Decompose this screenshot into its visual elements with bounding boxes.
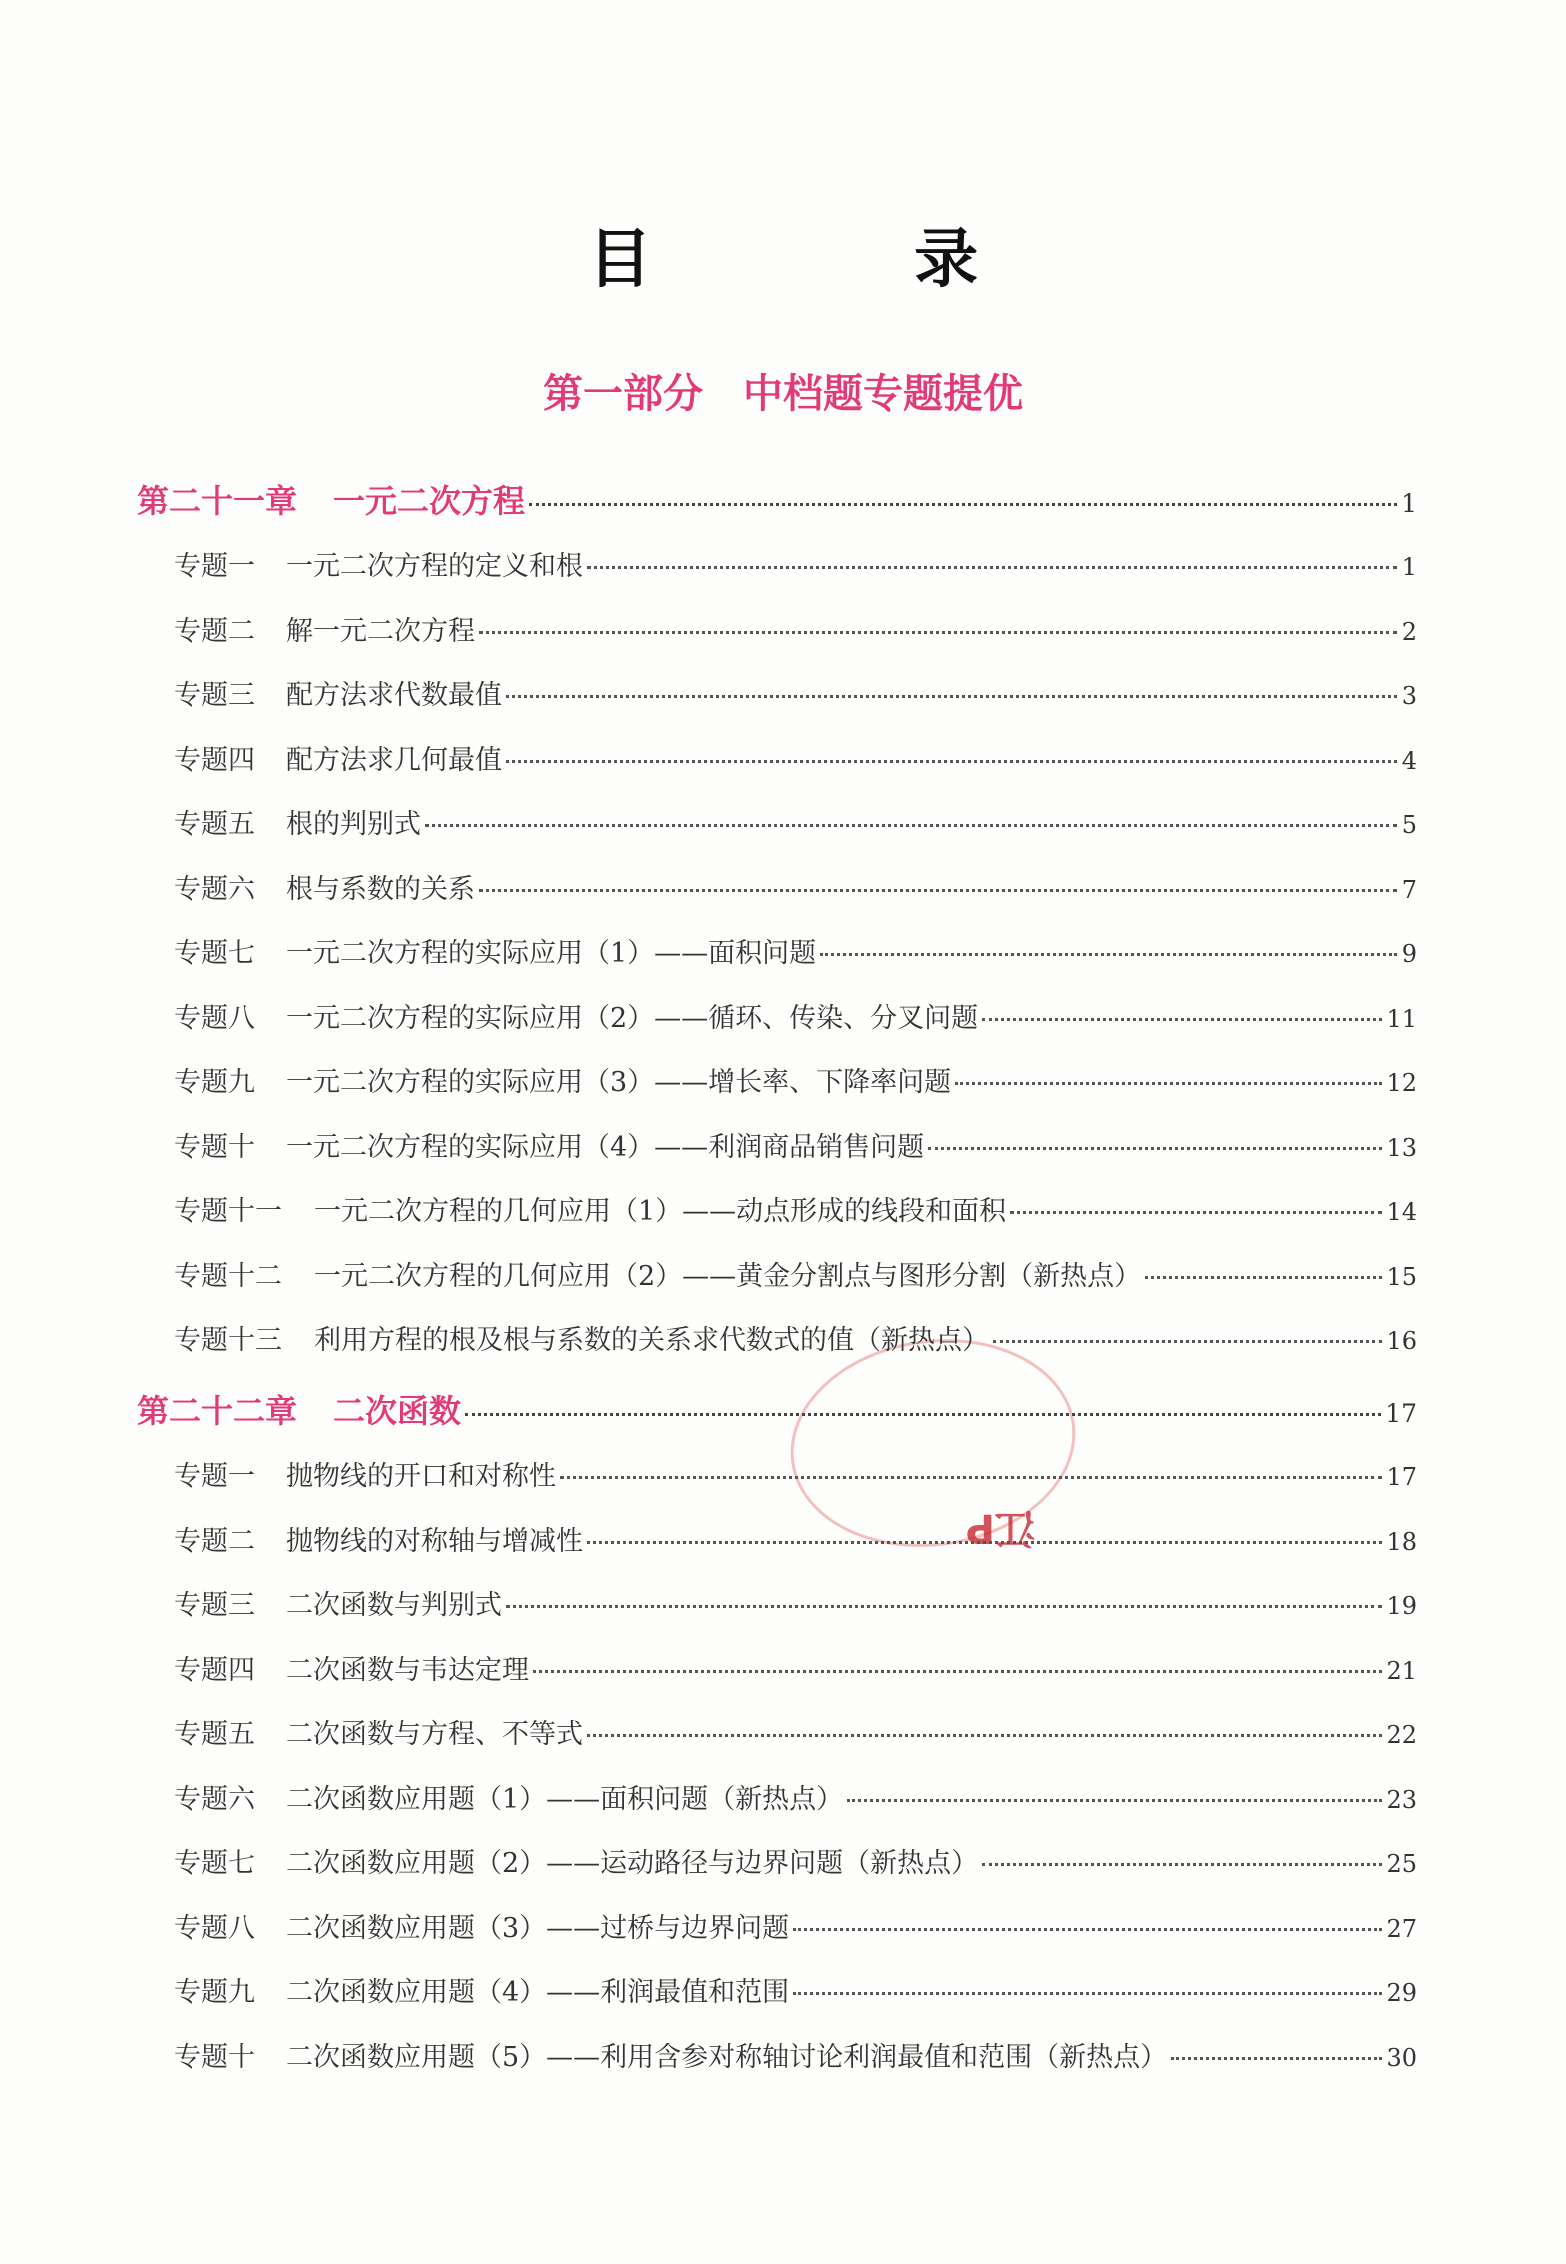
chapter-title: 二次函数: [333, 1392, 462, 1430]
dot-leader: [793, 1992, 1382, 1995]
topic-entry: [174, 1254, 1417, 1294]
page-number: 18: [1386, 1527, 1417, 1556]
topic-entry: [174, 673, 1417, 713]
topic-number: 专题四: [174, 1654, 255, 1686]
page-number: 11: [1386, 1004, 1417, 1033]
topic-entry: [174, 1454, 1417, 1494]
page-number: 3: [1401, 682, 1417, 710]
topic-number: 专题十三: [174, 1325, 282, 1356]
dot-leader: [533, 1670, 1382, 1673]
topic-title: 一元二次方程的实际应用（4）——利润商品销售问题: [286, 1131, 925, 1163]
page-number: 25: [1386, 1850, 1417, 1878]
page-number: 7: [1401, 875, 1417, 904]
part-name: 中档题专题提优: [743, 370, 1023, 417]
topic-entry: [174, 1125, 1417, 1165]
page-number: 14: [1386, 1198, 1417, 1226]
topic-title: 二次函数与方程、不等式: [286, 1719, 583, 1750]
dot-leader: [529, 503, 1397, 506]
topic-entry: [174, 1777, 1417, 1817]
chapter-entry: [137, 1386, 1417, 1430]
dot-leader: [479, 631, 1397, 634]
topic-number: 专题七: [174, 1848, 255, 1879]
page-number: 23: [1386, 1785, 1417, 1814]
dot-leader: [955, 1082, 1382, 1085]
page-title: 目 录: [587, 222, 1099, 297]
topic-number: 专题九: [174, 1977, 255, 2008]
topic-entry: [174, 1318, 1417, 1358]
topic-entry: [174, 1505, 1417, 1559]
topic-entry: [174, 931, 1417, 971]
topic-entry: [174, 802, 1417, 842]
page-number: 17: [1385, 1399, 1417, 1428]
dot-leader: [587, 1734, 1382, 1737]
topic-title: 抛物线的开口和对称性: [286, 1461, 556, 1492]
topic-number: 专题十一: [174, 1196, 282, 1227]
topic-number: 专题六: [174, 1783, 255, 1815]
topic-number: 专题七: [174, 938, 255, 969]
dot-leader: [1010, 1211, 1382, 1214]
topic-title: 一元二次方程的定义和根: [286, 551, 583, 582]
dot-leader: [506, 760, 1397, 763]
dot-leader: [1171, 2057, 1382, 2060]
dot-leader: [793, 1928, 1382, 1931]
topic-number: 专题十: [174, 1131, 255, 1163]
topic-entry: [174, 867, 1417, 907]
topic-title: 二次函数与判别式: [286, 1590, 502, 1621]
topic-title: 一元二次方程的实际应用（3）——增长率、下降率问题: [286, 1067, 952, 1098]
chapter-entry: [137, 476, 1417, 520]
topic-entry: [174, 1189, 1417, 1229]
page-number: 17: [1386, 1463, 1417, 1491]
dot-leader: [479, 889, 1397, 892]
topic-number: 专题五: [174, 1719, 255, 1750]
page-number: 16: [1386, 1327, 1417, 1355]
page-number: 27: [1386, 1914, 1417, 1943]
page-number: 30: [1386, 2043, 1417, 2072]
dot-leader: [847, 1799, 1382, 1802]
page-number: 9: [1401, 940, 1417, 968]
page-number: 29: [1386, 1979, 1417, 2007]
topic-title: 解一元二次方程: [286, 615, 475, 647]
topic-number: 专题三: [174, 680, 255, 711]
topic-number: 专题十二: [174, 1260, 282, 1292]
topic-title: 配方法求几何最值: [286, 744, 502, 776]
topic-title: 一元二次方程的几何应用（2）——黄金分割点与图形分割（新热点）: [314, 1260, 1142, 1292]
topic-number: 专题九: [174, 1067, 255, 1098]
chapter-number: 第二十一章: [137, 482, 298, 520]
topic-entry: [174, 1841, 1417, 1881]
dot-leader: [560, 1476, 1382, 1479]
topic-entry: [174, 1648, 1417, 1688]
topic-entry: [174, 1906, 1417, 1946]
topic-title: 二次函数应用题（5）——利用含参对称轴讨论利润最值和范围（新热点）: [286, 2041, 1168, 2073]
topic-number: 专题一: [174, 1461, 255, 1492]
topic-entry: [174, 1712, 1417, 1752]
topic-number: 专题八: [174, 1912, 255, 1944]
topic-entry: [174, 1970, 1417, 2010]
dot-leader: [587, 1541, 1382, 1544]
dot-leader: [928, 1147, 1382, 1150]
dot-leader: [506, 695, 1397, 698]
topic-number: 专题四: [174, 744, 255, 776]
dot-leader: [587, 566, 1397, 569]
topic-title: 根的判别式: [286, 809, 421, 840]
topic-title: 二次函数应用题（3）——过桥与边界问题: [286, 1912, 790, 1944]
topic-entry: [174, 738, 1417, 778]
dot-leader: [465, 1413, 1381, 1416]
stamp-mark: 江P: [965, 1505, 1035, 1551]
topic-number: 专题二: [174, 615, 255, 647]
topic-entry: [174, 609, 1417, 649]
dot-leader: [425, 824, 1397, 827]
page-number: 2: [1401, 617, 1417, 646]
page-number: 21: [1386, 1656, 1417, 1685]
topic-number: 专题二: [174, 1525, 255, 1557]
dot-leader: [993, 1340, 1382, 1343]
page-number: 22: [1386, 1721, 1417, 1749]
topic-title: 二次函数应用题（1）——面积问题（新热点）: [286, 1783, 844, 1815]
topic-number: 专题十: [174, 2041, 255, 2073]
topic-title: 抛物线的对称轴与增减性: [286, 1525, 583, 1557]
topic-entry: [174, 996, 1417, 1036]
topic-number: 专题五: [174, 809, 255, 840]
page-number: 19: [1386, 1592, 1417, 1620]
topic-title: 二次函数与韦达定理: [286, 1654, 529, 1686]
topic-title: 配方法求代数最值: [286, 680, 502, 711]
dot-leader: [982, 1018, 1382, 1021]
page-number: 15: [1386, 1262, 1417, 1291]
page-number: 1: [1401, 553, 1417, 581]
page-number: 1: [1401, 489, 1417, 518]
topic-title: 一元二次方程的几何应用（1）——动点形成的线段和面积: [314, 1196, 1007, 1227]
topic-title: 一元二次方程的实际应用（2）——循环、传染、分叉问题: [286, 1002, 979, 1034]
page-number: 5: [1401, 811, 1417, 839]
topic-title: 根与系数的关系: [286, 873, 475, 905]
topic-entry: [174, 2035, 1417, 2075]
chapter-number: 第二十二章: [137, 1392, 298, 1430]
part-label: 第一部分: [543, 370, 703, 417]
page-number: 12: [1386, 1069, 1417, 1097]
topic-number: 专题八: [174, 1002, 255, 1034]
topic-entry: [174, 544, 1417, 584]
topic-number: 专题六: [174, 873, 255, 905]
topic-number: 专题三: [174, 1590, 255, 1621]
dot-leader: [982, 1863, 1382, 1866]
page-number: 4: [1401, 746, 1417, 775]
topic-entry: [174, 1060, 1417, 1100]
page-number: 13: [1386, 1133, 1417, 1162]
topic-number: 专题一: [174, 551, 255, 582]
dot-leader: [506, 1605, 1382, 1608]
topic-title: 二次函数应用题（2）——运动路径与边界问题（新热点）: [286, 1848, 979, 1879]
topic-entry: [174, 1583, 1417, 1623]
dot-leader: [1145, 1276, 1382, 1279]
topic-title: 利用方程的根及根与系数的关系求代数式的值（新热点）: [314, 1325, 989, 1356]
part-heading: [0, 362, 1566, 419]
topic-title: 二次函数应用题（4）——利润最值和范围: [286, 1977, 790, 2008]
chapter-title: 一元二次方程: [333, 482, 526, 520]
dot-leader: [820, 953, 1397, 956]
topic-title: 一元二次方程的实际应用（1）——面积问题: [286, 938, 817, 969]
